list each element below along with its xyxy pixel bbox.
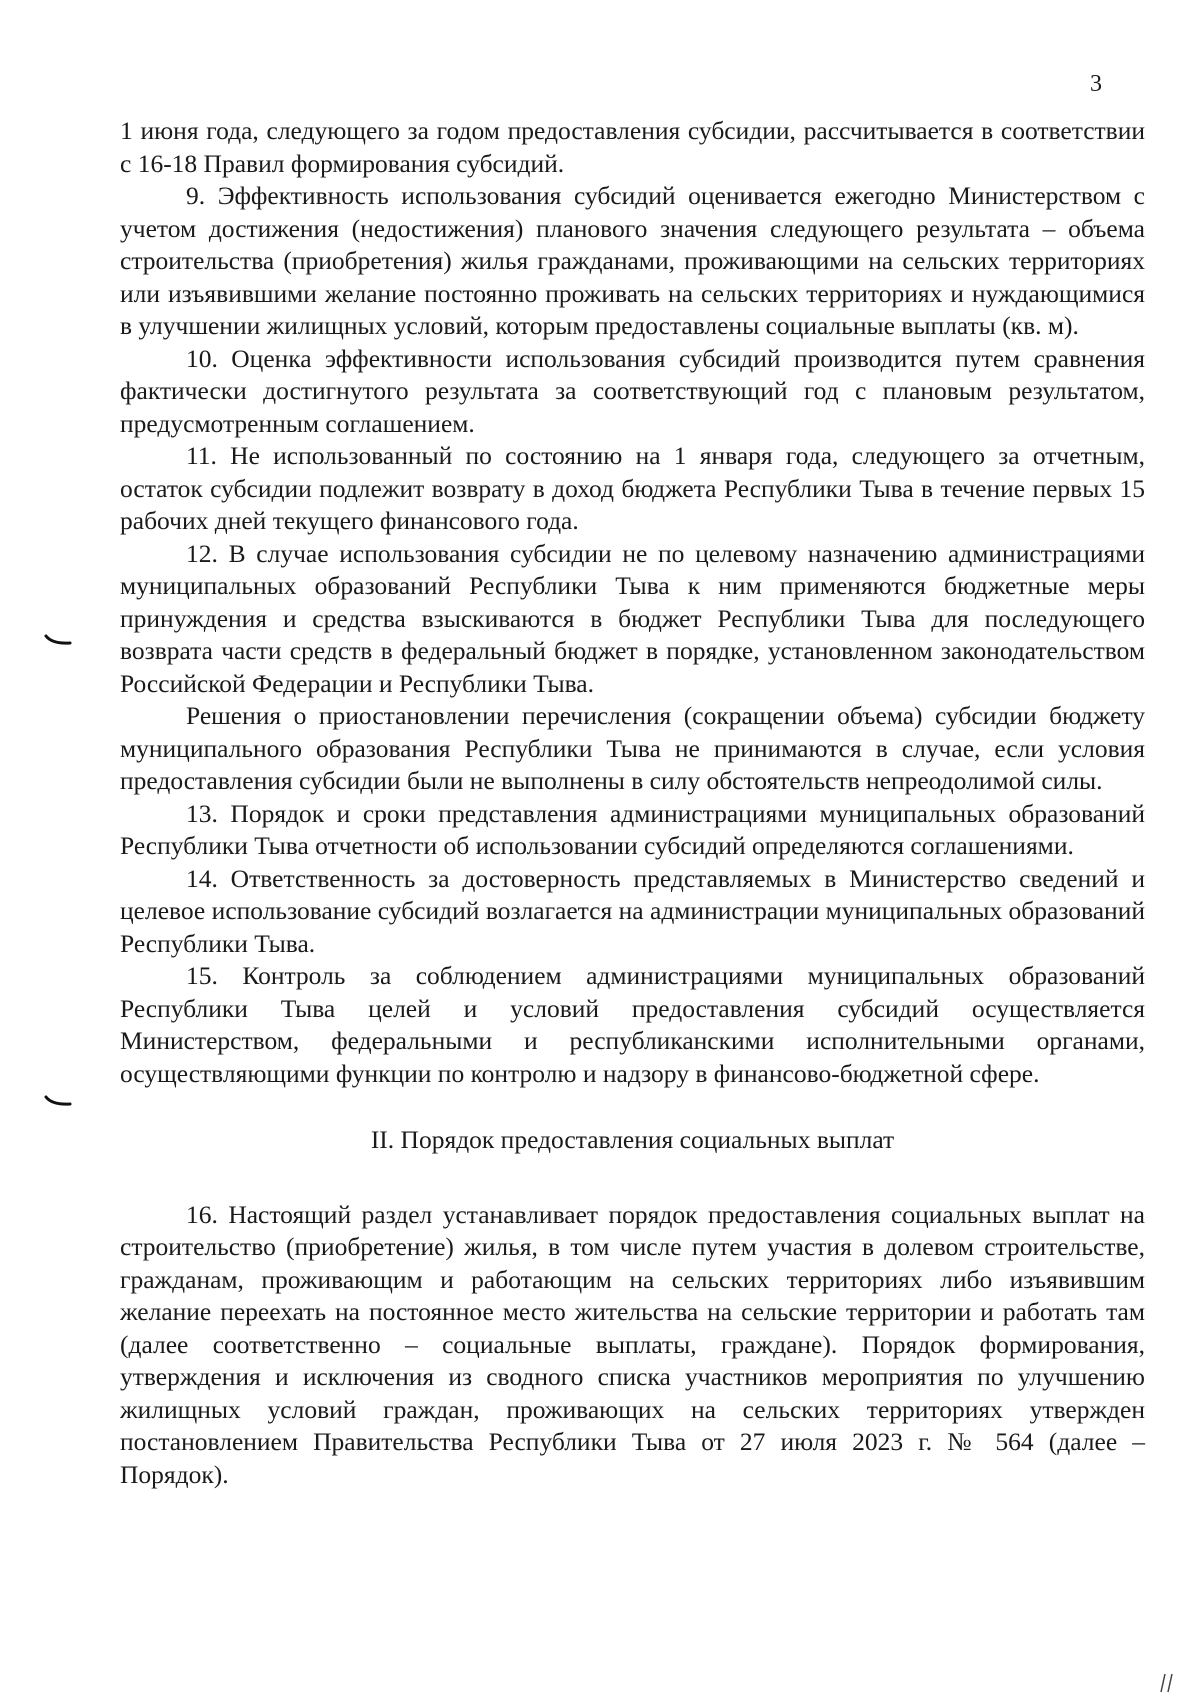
paragraph-16: 16. Настоящий раздел устанавливает порядок предоставления социальных выплат на строительство (приобретение) жилья, в том числе путем участия в долевом строительстве, гражданам, проживающим и работающим на сельских территориях либо изъявившим желание переехать на постоянное место жительства на сельские территории и работать там (далее соответственно – социальные выплаты, граждане). Порядок формирования, утверждения и исключения из сводного списка участников мероприятия по улучшению жилищных условий граждан, проживающих на сельских территориях утвержден постановлением Правительства Республики Тыва от 27 июля 2023 г. № 564 (далее – Порядок). — [120, 1199, 1145, 1489]
section-heading: II. Порядок предоставления социальных выплат — [370, 1125, 895, 1154]
page-number: 3 — [1090, 71, 1102, 97]
paragraph-15: 15. Контроль за соблюдением администрациями муниципальных образований Республики Тыва целей и условий предоставления субсидий осуществляется Министерством, федеральными и республиканскими исполнительными органами, осуществляющими функции по контролю и надзору в финансово-бюджетной сфере. — [120, 961, 1145, 1088]
document-body — [120, 115, 1145, 1491]
binder-mark-icon — [44, 1095, 72, 1107]
binder-mark-icon — [44, 634, 72, 646]
paragraph-9: 9. Эффективность использования субсидий оценивается ежегодно Министерством с учетом достижения (недостижения) планового значения следующего результата – объема строительства (приобретения) жилья гражданами, проживающими на сельских территориях или изъявившими желание постоянно проживать на сельских территориях и нуждающимися в улучшении жилищных условий, которым предоставлены социальные выплаты (кв. м). — [120, 181, 1145, 340]
paragraph-13: 13. Порядок и сроки представления администрациями муниципальных образований Республики Тыва отчетности об использовании субсидий определяются соглашениями. — [120, 798, 1145, 860]
paragraph-14: 14. Ответственность за достоверность представляемых в Министерство сведений и целевое использование субсидий возлагается на администрации муниципальных образований Республики Тыва. — [120, 863, 1145, 958]
paragraph-11: 11. Не использованный по состоянию на 1 января года, следующего за отчетным, остаток субсидии подлежит возврату в доход бюджета Республики Тыва в течение первых 15 рабочих дней текущего финансового года. — [120, 441, 1145, 535]
paragraph-continuation: 1 июня года, следующего за годом предоставления субсидии, рассчитывается в соответствии с 16-18 Правил формирования субсидий. — [120, 116, 1145, 178]
paragraph-12: 12. В случае использования субсидии не по целевому назначению администрациями муниципальных образований Республики Тыва к ним применяются бюджетные меры принуждения и средства взыскиваются в бюджет Республики Тыва для последующего возврата части средств в федеральный бюджет в порядке, установленном законодательством Российской Федерации и Республики Тыва. — [120, 538, 1145, 698]
scribble-mark-icon — [1157, 1672, 1177, 1694]
paragraph-12-decisions: Решения о приостановлении перечисления (сокращении объема) субсидии бюджету муниципального образования Республики Тыва не принимаются в случае, если условия предоставления субсидии были не выполнены в силу обстоятельств непреодолимой силы. — [120, 701, 1145, 795]
paragraph-10: 10. Оценка эффективности использования субсидий производится путем сравнения фактически достигнутого результата за соответствующий год с плановым результатом, предусмотренным соглашением. — [120, 343, 1145, 438]
